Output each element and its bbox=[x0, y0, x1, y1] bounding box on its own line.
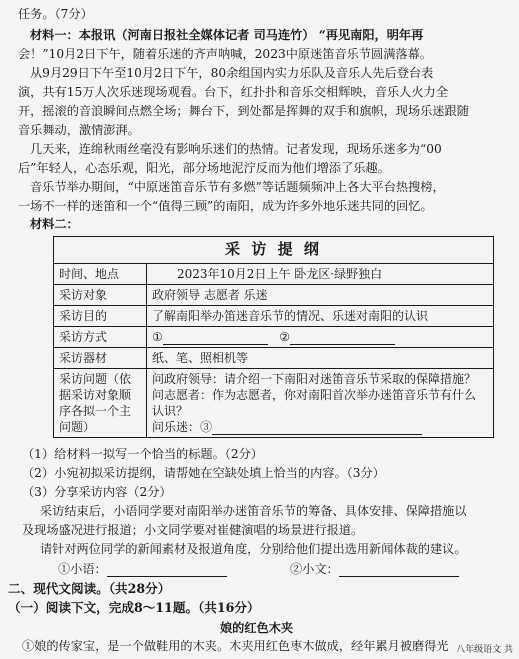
answer-blank[interactable] bbox=[339, 576, 459, 577]
row-value: 2023年10月2日上午 卧龙区·绿野独白 bbox=[147, 264, 494, 285]
text-line: 材料一：本报讯（河南日报社全媒体记者 司马连竹） “再见南阳，明年再 bbox=[30, 28, 424, 42]
text-line: 任务。（7分） bbox=[18, 7, 93, 21]
label-line: 问题） bbox=[59, 420, 96, 434]
text-line: 音乐节举办期间，“中原迷笛音乐节有多燃”等话题频频冲上各大平台热搜榜， bbox=[30, 180, 445, 194]
text-line: 采访结束后，小语同学要对南阳举办迷笛音乐节的筹备、具体安排、保障措施以 bbox=[40, 504, 467, 518]
answer-blank[interactable] bbox=[107, 576, 227, 577]
question-line: 问政府领导：请介绍一下南阳对迷笛音乐节采取的保障措施？ bbox=[152, 372, 477, 386]
row-value: 纸、笔、照相机等 bbox=[147, 348, 494, 369]
table-title: 采 访 提 纲 bbox=[54, 237, 494, 264]
row-value: 政府领导 志愿者 乐迷 bbox=[147, 285, 494, 306]
row-label: 采访对象 bbox=[54, 285, 147, 306]
row-label: 采访器材 bbox=[54, 348, 147, 369]
text-line: 开，摇滚的音浪瞬间点燃全场；舞台下，到处都是挥舞的双手和旗帜，现场乐迷跟随 bbox=[18, 104, 469, 118]
text-line: 会！”10月2日下午，随着乐迷的齐声呐喊，2023中原迷笛音乐节圆满落幕。 bbox=[18, 47, 432, 61]
row-label: 采访方式 bbox=[54, 327, 147, 348]
answer-blank[interactable] bbox=[212, 434, 422, 435]
subsection-heading: （一）阅读下文，完成8～11题。（共16分） bbox=[8, 600, 260, 615]
blank-marker: ① bbox=[152, 330, 163, 344]
interview-outline-table bbox=[53, 236, 494, 438]
table-row bbox=[54, 327, 494, 348]
text-line: 几天来，连绵秋雨丝毫没有影响乐迷们的热情。记者发现，现场乐迷多为“00 bbox=[30, 142, 442, 156]
table-row bbox=[54, 348, 494, 369]
text-line: 一场不一样的迷笛和一个“值得三顾”的南阳，成为许多外地乐迷共同的回忆。 bbox=[18, 199, 433, 213]
question-line: 问志愿者：作为志愿者，你对南阳首次举办迷笛音乐节有什么 bbox=[152, 388, 477, 402]
section-heading: 二、现代文阅读。（共28分） bbox=[8, 581, 171, 596]
row-value: 了解南阳举办笛迷音乐节的情况、乐迷对南阳的认识 bbox=[147, 306, 494, 327]
page-footer: 八年级语文 共 bbox=[456, 645, 513, 655]
question-line: 问乐迷：③ bbox=[152, 419, 488, 435]
text-line: 后”年轻人，心态乐观，阳光，部分场地泥泞反而为他们增添了乐趣。 bbox=[18, 161, 390, 175]
text-line: 演，共有15万人次乐迷现场观看。台下，红扑扑和音乐交相辉映，音乐人火力全 bbox=[18, 85, 448, 99]
table-row bbox=[54, 306, 494, 327]
row-label bbox=[54, 369, 147, 438]
text-line: 及现场盛况进行报道；小文同学要对崔健演唱的场景进行报道。 bbox=[22, 523, 364, 537]
text-line: 音乐舞动，激情澎湃。 bbox=[18, 123, 140, 137]
row-label: 时间、地点 bbox=[54, 264, 147, 285]
text-line: 从9月29日下午至10月2日下午，80余组国内实力乐队及音乐人先后登台表 bbox=[30, 66, 434, 80]
article-title: 娘的红色木夹 bbox=[220, 621, 294, 635]
answer-line-xiaowen: ②小文： bbox=[290, 561, 459, 577]
answer-line-xiaoyu: ①小语： bbox=[58, 561, 227, 577]
table-row bbox=[54, 369, 494, 438]
row-value bbox=[147, 369, 494, 438]
row-value bbox=[147, 327, 494, 348]
material-two-heading: 材料二： bbox=[30, 217, 79, 231]
answer-blank[interactable] bbox=[163, 344, 268, 345]
question-line: （1）给材料一拟写一个恰当的标题。（2分） bbox=[22, 447, 263, 461]
question-line: （3）分享采访内容（2分） bbox=[22, 485, 172, 499]
label-line: 序各拟一个主 bbox=[59, 404, 132, 418]
table-row bbox=[54, 264, 494, 285]
question-line: （2）小宛初拟采访提纲，请帮她在空缺处填上恰当的内容。（3分） bbox=[22, 466, 385, 480]
table-row bbox=[54, 285, 494, 306]
answer-blank[interactable] bbox=[290, 344, 395, 345]
label-line: 据采访对象顺 bbox=[59, 388, 132, 402]
label-line: 采访问题（依 bbox=[59, 372, 132, 386]
question-line: 认识？ bbox=[152, 404, 189, 418]
row-label: 采访目的 bbox=[54, 306, 147, 327]
text-line: 请针对两位同学的新闻素材及报道角度，分别给他们提出选用新闻体裁的建议。 bbox=[40, 542, 467, 556]
text-line: ①娘的传家宝，是一个做鞋用的木夹。木夹用红色枣木做成，经年累月被磨得光 bbox=[22, 639, 449, 653]
blank-marker: ② bbox=[279, 330, 290, 344]
